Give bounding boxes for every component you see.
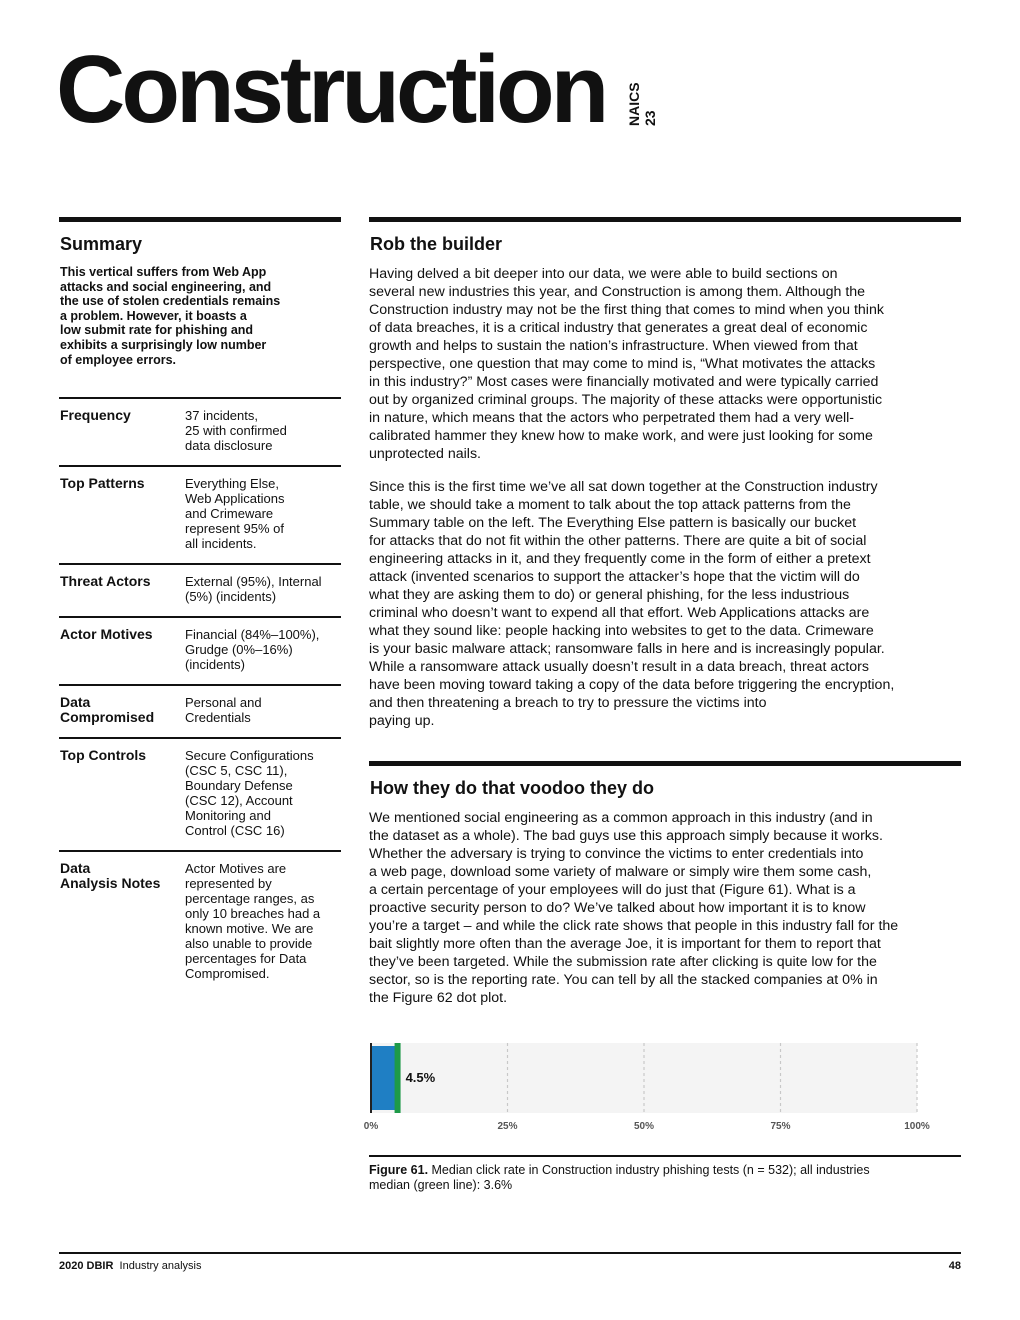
summary-row-key: Frequency <box>60 407 131 424</box>
summary-row-value: Financial (84%–100%), Grudge (0%–16%) (incidents) <box>185 627 320 673</box>
page-title: Construction <box>56 36 606 143</box>
paragraph-line: in this industry?” Most cases were financially motivated and were typically carried <box>369 374 879 390</box>
footer-report: 2020 DBIR <box>59 1260 114 1272</box>
chart-tick-label: 25% <box>497 1121 518 1132</box>
click-rate-chart-svg <box>363 1043 961 1133</box>
paragraph-line: growth and helps to sustain the nation’s infrastructure. When viewed from that <box>369 338 858 354</box>
paragraph-line: of data breaches, it is a critical industry that generates a great deal of economic <box>369 320 868 336</box>
naics-label: NAICS <box>626 82 642 126</box>
page-footer <box>59 1252 961 1272</box>
chart-tick-label: 0% <box>363 1121 379 1132</box>
paragraph-line: the dataset as a whole). The bad guys use this approach simply because it works. <box>369 828 883 844</box>
summary-heading: Summary <box>60 234 143 254</box>
summary-text-line: of employee errors. <box>60 352 177 367</box>
summary-text-line: exhibits a surprisingly low number <box>60 337 267 352</box>
summary-text-line: a problem. However, it boasts a <box>60 308 247 323</box>
paragraph-line: they’ve been targeted. While the submission rate after clicking is quite low for the <box>369 954 877 970</box>
figure-caption <box>369 1155 961 1193</box>
summary-text <box>60 265 341 367</box>
paragraph-line: out by organized criminal groups. The majority of these attacks were opportunistic <box>369 392 883 408</box>
paragraph-line: We mentioned social engineering as a common approach in this industry (and in <box>369 810 873 826</box>
paragraph-line: Whether the adversary is trying to convince the victims to enter credentials into <box>369 846 864 862</box>
naics-code: 23 <box>642 110 658 126</box>
chart-tick-label: 50% <box>633 1121 655 1132</box>
chart-tick-label: 75% <box>770 1121 791 1132</box>
paragraph-line: several new industries this year, and Construction is among them. Although the <box>369 284 866 300</box>
summary-row-key: Data Analysis Notes <box>60 860 161 892</box>
section2-paragraph <box>369 809 961 1007</box>
paragraph-line: proactive security person to do? We’ve talked about how important it is to know <box>369 900 866 916</box>
paragraph-line: table, we should take a moment to talk about the top attack patterns from the <box>369 497 851 513</box>
section-voodoo <box>369 761 961 1007</box>
summary-column <box>59 217 341 993</box>
summary-row-value: Actor Motives are represented by percentage ranges, as only 10 breaches had a known motive. We are also unable to provide percentages for Data Compromised. <box>185 861 321 982</box>
paragraph-line: in nature, which means that the actors who perpetrated them had a very well- <box>369 410 854 426</box>
summary-row-value: Secure Configurations (CSC 5, CSC 11), Boundary Defense (CSC 12), Account Monitoring and Control (CSC 16) <box>185 748 314 839</box>
section2-heading: How they do that voodoo they do <box>370 778 654 798</box>
summary-row <box>59 684 341 737</box>
summary-row-value: 37 incidents, 25 with confirmed data disclosure <box>185 408 287 454</box>
paragraph-line: Summary table on the left. The Everything Else pattern is basically our bucket <box>369 515 857 531</box>
summary-text-line: low submit rate for phishing and <box>60 323 254 338</box>
paragraph-line: sector, so is the reporting rate. You can tell by all the stacked companies at 0% in <box>369 972 878 988</box>
paragraph-line: what they are asking them to do) or general phishing, for the less industrious <box>369 587 850 603</box>
summary-table <box>59 397 341 993</box>
paragraph-line: and then threatening a breach to try to pressure the victims into <box>369 695 767 711</box>
summary-row-key: Data Compromised <box>60 694 155 726</box>
paragraph-line: a certain percentage of your employees will do just that (Figure 61). What is a <box>369 882 856 898</box>
section1-paragraph-2 <box>369 478 961 730</box>
chart-median-line <box>395 1043 401 1113</box>
summary-row <box>59 397 341 465</box>
paragraph-line: criminal who doesn’t want to expend all that effort. Web Applications attacks are <box>369 605 870 621</box>
summary-row-key: Top Patterns <box>60 475 145 492</box>
naics-tag <box>618 78 666 134</box>
paragraph-line: calibrated hammer they knew how to make work, and were just looking for some <box>369 428 873 444</box>
footer-section: Industry analysis <box>119 1260 202 1272</box>
chart-background <box>371 1043 917 1113</box>
section-rob-the-builder <box>369 217 961 730</box>
summary-text-line: the use of stolen credentials remains <box>60 294 281 309</box>
summary-row <box>59 616 341 684</box>
figure-caption-text: Median click rate in Construction industry phishing tests (n = 532); all industries <box>428 1163 870 1177</box>
click-rate-chart <box>363 1043 961 1133</box>
paragraph-line: Having delved a bit deeper into our data, we were able to build sections on <box>369 266 838 282</box>
summary-row <box>59 850 341 993</box>
page-number: 48 <box>948 1260 961 1272</box>
summary-text-line: attacks and social engineering, and <box>60 279 272 294</box>
summary-row-value: Everything Else, Web Applications and Crimeware represent 95% of all incidents. <box>185 476 285 552</box>
summary-text-line: This vertical suffers from Web App <box>60 265 267 279</box>
figure-caption-text-2: median (green line): 3.6% <box>369 1178 513 1192</box>
paragraph-line: is your basic malware attack; ransomware falls in here and is increasingly popular. <box>369 641 885 657</box>
summary-row <box>59 563 341 616</box>
paragraph-line: paying up. <box>369 713 435 729</box>
paragraph-line: you’re a target – and while the click rate shows that people in this industry fall for the <box>369 918 899 934</box>
chart-value-label: 4.5% <box>405 1070 436 1085</box>
chart-tick-label: 100% <box>904 1121 930 1132</box>
paragraph-line: have been moving toward taking a copy of the data before triggering the encryption, <box>369 677 895 693</box>
figure-caption-label: Figure 61. <box>369 1163 429 1177</box>
paragraph-line: bait slightly more often than the average Joe, it is important for them to report that <box>369 936 881 952</box>
summary-row-key: Actor Motives <box>60 626 153 643</box>
paragraph-line: what they sound like: people hacking into websites to get to the data. Crimeware <box>369 623 874 639</box>
paragraph-line: a web page, download some variety of malware or simply wire them some cash, <box>369 864 872 880</box>
paragraph-line: the Figure 62 dot plot. <box>369 990 508 1006</box>
section1-heading: Rob the builder <box>370 234 502 254</box>
paragraph-line: engineering attacks in it, and they frequently come in the form of either a pretext <box>369 551 871 567</box>
paragraph-line: perspective, one question that may come to mind is, “What motivates the attacks <box>369 356 876 372</box>
summary-row-value: External (95%), Internal (5%) (incidents) <box>185 574 322 605</box>
summary-rule <box>59 217 341 222</box>
paragraph-line: While a ransomware attack usually doesn’t result in a data breach, threat actors <box>369 659 869 675</box>
summary-row-key: Top Controls <box>60 747 147 764</box>
paragraph-line: attack (invented scenarios to support the attacker’s hope that the victim will do <box>369 569 860 585</box>
summary-row-key: Threat Actors <box>60 573 151 590</box>
paragraph-line: for attacks that do not fit within the other patterns. There are quite a bit of social <box>369 533 867 549</box>
section2-rule <box>369 761 961 766</box>
summary-row-value: Personal and Credentials <box>185 695 262 726</box>
section1-rule <box>369 217 961 222</box>
paragraph-line: Construction industry may not be the first thing that comes to mind when you think <box>369 302 884 318</box>
paragraph-line: unprotected nails. <box>369 446 481 462</box>
summary-row <box>59 737 341 850</box>
section1-paragraph-1 <box>369 265 961 463</box>
summary-row <box>59 465 341 563</box>
paragraph-line: Since this is the first time we’ve all sat down together at the Construction industry <box>369 479 878 495</box>
chart-bar <box>372 1046 397 1110</box>
